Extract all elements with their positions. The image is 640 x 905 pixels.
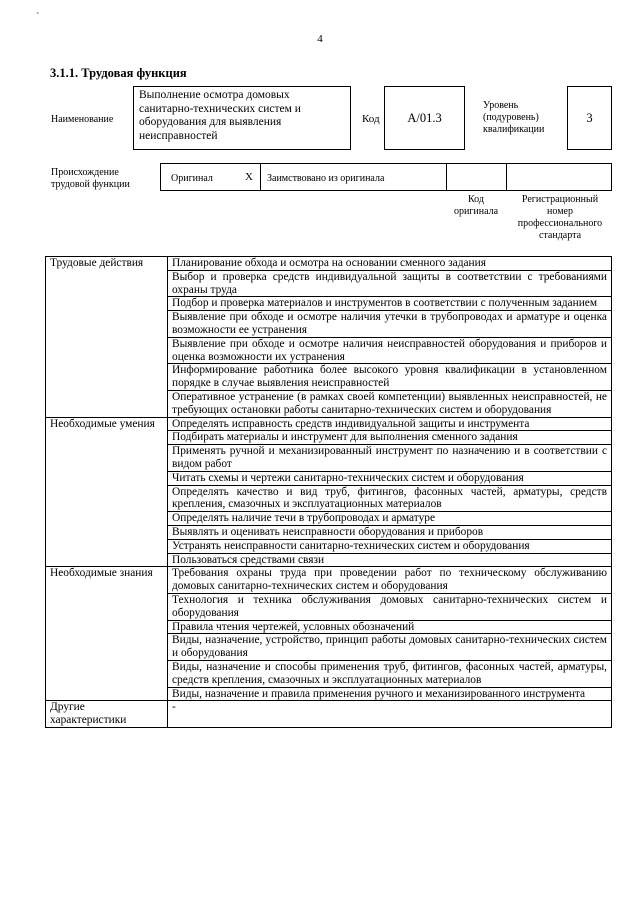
section-title: 3.1.1. Трудовая функция [50, 66, 187, 80]
table-cell: Определять наличие течи в трубопроводах и арматуре [168, 512, 612, 526]
origin-borrowed-cell [261, 164, 447, 190]
name-label: Наименование [51, 114, 114, 125]
table-cell: Выявление при обходе и осмотре наличия утечки в трубопроводах и арматуре и оценка возможности ее устранения [168, 311, 612, 338]
table-cell: Требования охраны труда при проведении работ по техническому обслуживанию домовых санитарно-технических систем и оборудования [168, 567, 612, 594]
function-name: Выполнение осмотра домовых санитарно-технических систем и оборудования для выявления неисправностей [133, 86, 351, 150]
table-cell: Определять качество и вид труб, фитингов, фасонных частей, арматуры, средств крепления, смазочных и эксплуатационных материалов [168, 485, 612, 512]
origin-reg-caption: Регистрационный номер профессионального стандарта [517, 194, 603, 241]
corner-mark: ` [36, 12, 40, 23]
table-row [46, 257, 612, 271]
table-row [46, 567, 612, 594]
origin-original-cell [161, 164, 261, 190]
table-cell: Читать схемы и чертежи санитарно-технических систем и оборудования [168, 471, 612, 485]
table-cell: Выявлять и оценивать неисправности оборудования и приборов [168, 525, 612, 539]
origin-code-caption: Код оригинала [453, 194, 499, 217]
table-cell: Подбирать материалы и инструмент для выполнения сменного задания [168, 431, 612, 445]
table-cell: Технология и техника обслуживания домовых санитарно-технических систем и оборудования [168, 593, 612, 620]
section-label: Необходимые знания [46, 567, 168, 701]
table-cell: - [168, 701, 612, 728]
table-cell: Планирование обхода и осмотра на основании сменного задания [168, 257, 612, 271]
table-cell: Устранять неисправности санитарно-технических систем и оборудования [168, 539, 612, 553]
table-cell: Виды, назначение, устройство, принцип работы домовых санитарно-технических систем и оборудования [168, 634, 612, 661]
table-cell: Подбор и проверка материалов и инструментов в соответствии с полученным заданием [168, 297, 612, 311]
code-label: Код [362, 113, 380, 125]
table-cell: Виды, назначение и способы применения труб, фитингов, фасонных частей, арматуры, средств крепления, смазочных и эксплуатационных материалов [168, 660, 612, 687]
section-label: Другие характеристики [46, 701, 168, 728]
table-cell: Пользоваться средствами связи [168, 553, 612, 567]
page-number: 4 [317, 33, 323, 45]
qualification-level: 3 [567, 86, 612, 150]
table-cell: Оперативное устранение (в рамках своей компетенции) выявленных неисправностей, не требующих остановки работы санитарно-технических систем и оборудования [168, 390, 612, 417]
table-cell: Правила чтения чертежей, условных обозначений [168, 620, 612, 634]
origin-mark: X [245, 171, 253, 183]
table-cell: Применять ручной и механизированный инструмент по назначению и в соответствии с видом работ [168, 445, 612, 472]
function-table [45, 256, 612, 728]
origin-original: Оригинал [171, 173, 213, 184]
level-label: Уровень (подуровень) квалификации [483, 100, 545, 135]
table-cell: Определять исправность средств индивидуальной защиты и инструмента [168, 417, 612, 431]
function-code: А/01.3 [384, 86, 465, 150]
table-row [46, 417, 612, 431]
table-row [46, 701, 612, 728]
section-label: Необходимые умения [46, 417, 168, 567]
origin-row [160, 163, 612, 191]
origin-reg-cell [507, 164, 611, 190]
table-cell: Выбор и проверка средств индивидуальной защиты в соответствии с требованиями охраны труда [168, 270, 612, 297]
origin-borrowed: Заимствовано из оригинала [267, 173, 385, 184]
section-label: Трудовые действия [46, 257, 168, 418]
table-cell: Виды, назначение и правила применения ручного и механизированного инструмента [168, 687, 612, 701]
origin-code-cell [447, 164, 507, 190]
table-cell: Выявление при обходе и осмотре наличия неисправностей оборудования и приборов и оценка возможности их устранения [168, 337, 612, 364]
origin-label: Происхождение трудовой функции [51, 167, 130, 190]
table-cell: Информирование работника более высокого уровня квалификации в установленном порядке в случае выявления неисправностей [168, 364, 612, 391]
